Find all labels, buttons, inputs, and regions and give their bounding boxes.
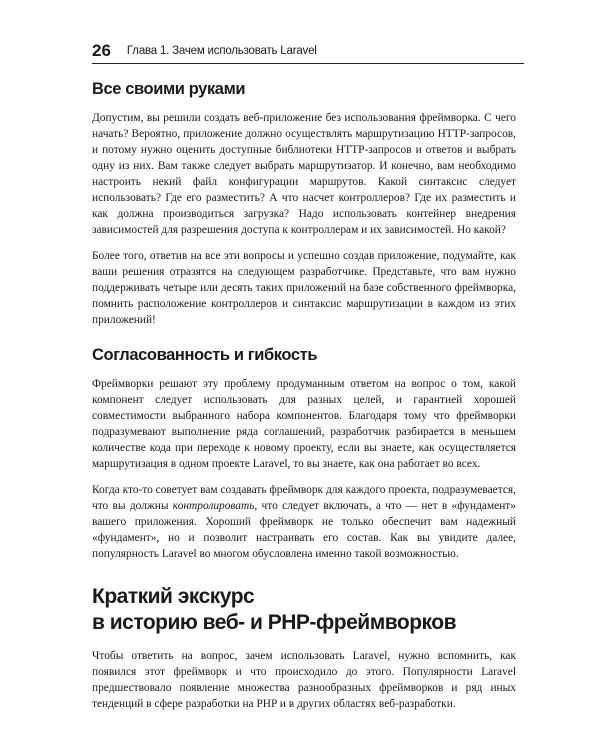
section-heading-history <box>92 584 516 637</box>
paragraph: Чтобы ответить на вопрос, зачем использовать Laravel, нужно вспомнить, как появился этот фреймворк и что происходило до этого. Популярности Laravel предшествовало появление множества разнообразных фреймворков и ряд иных тенденций в сфере разработки на PHP и в других областях веб-разработки. <box>92 650 516 711</box>
page-number: 26 <box>92 41 111 60</box>
paragraph: Допустим, вы решили создать веб-приложение без использования фреймворка. С чего начать? Вероятно, приложение должно осуществлять маршрутизацию HTTP-запросов, и потому нужно оценить доступные библиотеки HTTP-запросов и ответов и выбрать одну из них. Вам также следует выбрать маршрутизатор. И конечно, вам необходимо настроить некий файл конфигурации маршрутов. Какой синтаксис следует использовать? Где его разместить? А что насчет контроллеров? Где их разместить и как должна производиться загрузка? Надо использовать контейнер внедрения зависимостей для разрешения доступа к контроллерам и их зависимостей. Но какой? <box>92 111 516 236</box>
paragraph-text-before: Когда кто-то советует вам создавать фреймворк для каждого проекта, подразумевается, что вы должны <box>92 483 516 512</box>
heading-line-2: в историю веб- и PHP-фреймворков <box>92 610 457 634</box>
running-header <box>92 38 524 64</box>
paragraph: Фреймворки решают эту проблему продуманным ответом на вопрос о том, какой компонент следует использовать для разных целей, и гарантией хорошей совместимости выбранного набора компонентов. Благодаря тому что фреймворки подразумевают выполнение ряда соглашений, разработчик разбирается в меньшем количестве кода при переходе к новому проекту, если вы знаете, как осуществляется маршрутизация в одном проекте Laravel, то вы знаете, как она работает во всех. <box>92 377 516 470</box>
heading-line-1: Краткий экскурс <box>92 584 255 608</box>
page-body <box>92 62 516 722</box>
paragraph-text-after: , что следует включать, а что — нет в «фундамент» вашего приложения. Хороший фреймворк не только обеспечит вам надежный «фундамент», но и позволит настраивать его состав. Как вы увидите далее, популярность Laravel во многом обусловлена именно такой возможностью. <box>92 499 516 560</box>
chapter-title: Глава 1. Зачем использовать Laravel <box>126 45 317 58</box>
emphasized-word: контролировать <box>172 499 255 512</box>
paragraph: Более того, ответив на все эти вопросы и успешно создав приложение, подумайте, как ваши решения отразятся на следующем разработчике. Представьте, что вам нужно поддерживать четыре или десять таких приложений на базе собственного фреймворка, помнить расположение контроллеров и синтаксис маршрутизации в каждом из этих приложений! <box>92 249 516 326</box>
paragraph-with-emphasis <box>92 482 516 562</box>
section-heading-consistency: Согласованность и гибкость <box>92 345 318 364</box>
section-heading-diy: Все своими руками <box>92 80 246 98</box>
